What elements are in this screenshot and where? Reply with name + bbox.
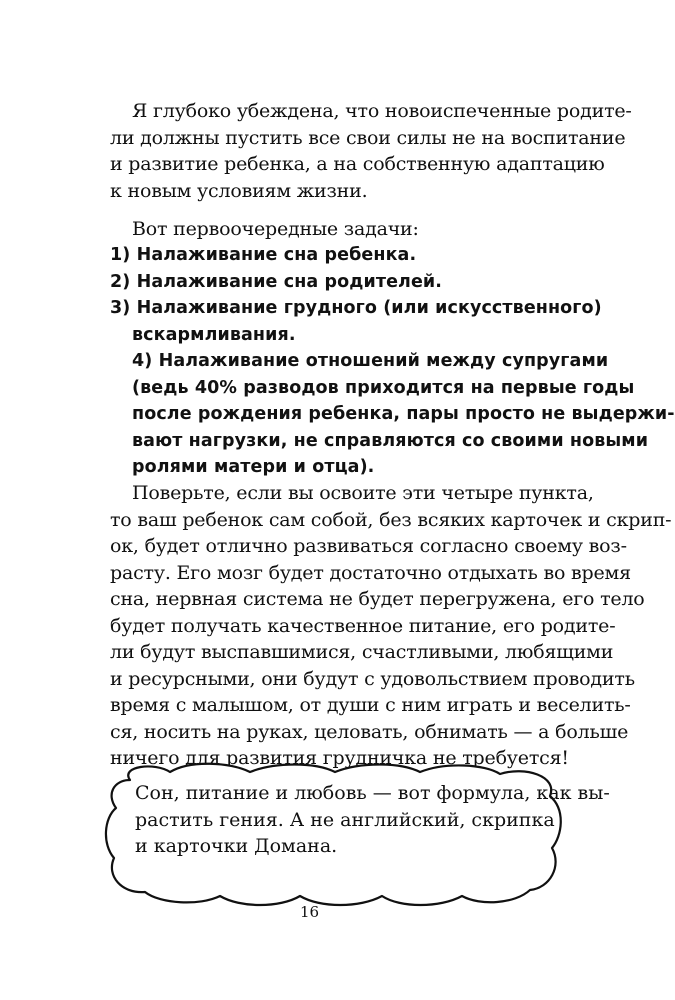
intro-line: Я глубоко убеждена, что новоиспеченные родите- <box>132 100 632 122</box>
body-paragraph <box>110 480 672 772</box>
body-line: будет получать качественное питание, его родите- <box>110 614 616 637</box>
task-list <box>110 242 675 481</box>
quote-text <box>135 780 610 860</box>
intro-paragraph <box>110 98 632 125</box>
intro-paragraph-cont <box>110 125 626 205</box>
intro-line: и развитие ребенка, а на собственную адаптацию <box>110 153 605 175</box>
task-line: 2) Налаживание сна родителей. <box>110 271 443 292</box>
quote-line: растить гения. А не английский, скрипка <box>135 808 555 831</box>
body-line: и ресурсными, они будут с удовольствием проводить <box>110 667 635 690</box>
body-line: то ваш ребенок сам собой, без всяких карточек и скрип- <box>110 508 672 531</box>
body-line: время с малышом, от души с ним играть и веселить- <box>110 694 631 716</box>
tasks-heading-text: Вот первоочередные задачи: <box>132 218 419 240</box>
task-item <box>110 269 562 296</box>
task-item <box>110 348 675 481</box>
body-line: Поверьте, если вы освоите эти четыре пункта, <box>132 482 594 504</box>
body-line: сна, нервная система не будет перегружена, его тело <box>110 588 645 610</box>
task-line: вскармливания. <box>132 324 296 345</box>
page-number: 16 <box>299 903 320 921</box>
body-line: ся, носить на руках, целовать, обнимать — а больше <box>110 720 629 743</box>
task-item <box>110 295 602 348</box>
task-line: после рождения ребенка, пары просто не выдержи- <box>132 404 675 424</box>
task-line: 3) Налаживание грудного (или искусственного) <box>110 298 602 318</box>
body-line: расту. Его мозг будет достаточно отдыхать во время <box>110 561 631 584</box>
task-line: 1) Налаживание сна ребенка. <box>110 245 417 265</box>
body-line: ли будут выспавшимися, счастливыми, любящими <box>110 641 614 663</box>
intro-line: ли должны пустить все свои силы не на воспитание <box>110 126 626 149</box>
quote-line: Сон, питание и любовь — вот формула, как вы- <box>135 782 610 804</box>
task-item <box>110 242 562 269</box>
task-line: вают нагрузки, не справляются со своими новыми <box>132 430 649 451</box>
tasks-heading <box>110 216 584 243</box>
task-line: 4) Налаживание отношений между супругами <box>132 351 609 371</box>
body-line: ок, будет отлично развиваться согласно своему воз- <box>110 535 627 557</box>
quote-line: и карточки Домана. <box>135 835 338 857</box>
intro-line: к новым условиям жизни. <box>110 179 368 202</box>
task-line: (ведь 40% разводов приходится на первые годы <box>132 377 635 398</box>
body-line: ничего для развития грудничка не требуется! <box>110 747 569 769</box>
task-line: ролями матери и отца). <box>132 457 375 477</box>
